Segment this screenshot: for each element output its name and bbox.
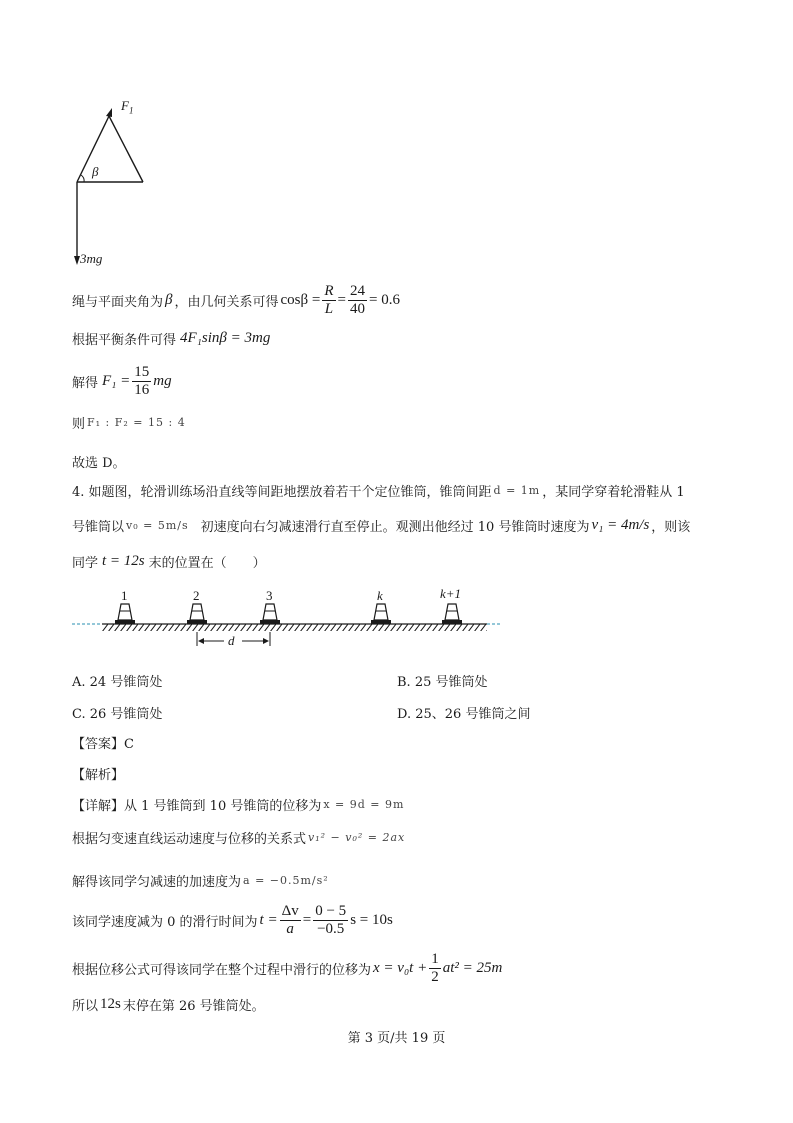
accel-formula: a = −0.5m/s² — [243, 874, 329, 887]
page-footer: 第 3 页/共 19 页 — [347, 1031, 446, 1046]
ratio-text: 则 — [72, 416, 86, 432]
final-text-b: 末停在第 26 号锥筒处。 — [122, 999, 265, 1014]
detail-formula: x = 9d = 9m — [323, 798, 405, 811]
final-text-a: 所以 — [72, 999, 99, 1014]
question-text1: 4. 如题图，轮滑训练场沿直线等间距地摆放着若干个定位锥筒，锥筒间距 — [72, 485, 492, 500]
detail-text: 【详解】从 1 号锥筒到 10 号锥筒的位移为 — [72, 799, 322, 814]
beta-label: β — [92, 164, 99, 179]
fraction-dv-a: $\frac{\Delta v}{a}$ — [281, 902, 299, 937]
question-d-formula: d = 1m — [493, 484, 541, 497]
cone-3 — [260, 604, 280, 624]
displacement-text: 根据位移公式可得该同学在整个过程中滑行的位移为 — [72, 962, 372, 978]
cone-diagram — [72, 584, 502, 654]
question-v0-formula: v₀ = 5m/s — [126, 519, 189, 532]
question-line2 — [72, 516, 690, 535]
question-line1 — [72, 481, 685, 500]
time-text: 该同学速度减为 0 的滑行时间为 — [72, 914, 258, 930]
d-label: d — [228, 633, 235, 648]
angle-symbol: β — [165, 291, 173, 308]
time-line: 该同学速度减为 0 的滑行时间为 t = $\frac{\Delta v}{a}$ = $\frac{0 - 5}{-0.5}$ s = 10s — [72, 902, 393, 937]
cone-label-1: 1 — [121, 588, 128, 603]
fraction-1-2: $\frac{1}{2}$ — [431, 950, 439, 985]
ground-hatch — [102, 624, 487, 631]
solve-rhs: mg — [153, 372, 172, 389]
angle-text: 绳与平面夹角为 — [72, 294, 164, 310]
relation-text: 根据匀变速直线运动速度与位移的关系式 — [72, 832, 307, 847]
displacement-formula-a: x = v₀t + — [373, 959, 428, 976]
time-rhs: s = 10s — [350, 911, 393, 928]
question-v1-formula: v₁ = 4m/s — [591, 517, 650, 533]
balance-formula: 4F₁sinβ = 3mg — [180, 329, 271, 346]
solve-lhs: F₁ = — [102, 372, 131, 389]
question-text2a: 号锥筒以 — [72, 520, 125, 535]
question-text2b: 初速度向右匀减速滑行直至停止。观测出他经过 10 号锥筒时速度为 — [200, 520, 590, 535]
cone-2 — [187, 604, 207, 624]
solve-text: 解得 — [72, 375, 99, 391]
question-t-formula: t = 12s — [102, 553, 145, 569]
accel-text: 解得该同学匀减速的加速度为 — [72, 875, 242, 890]
question-line3 — [72, 552, 266, 571]
option-b[interactable]: B. 25 号锥筒处 — [397, 675, 488, 690]
question-text1-tail: ，某同学穿着轮滑鞋从 1 — [542, 485, 685, 500]
d-arrowhead-right — [263, 638, 269, 644]
f1-label: $F_1$ — [121, 98, 134, 116]
balance-line — [72, 328, 270, 348]
fraction-r-l: $\frac{R}{L}$ — [324, 282, 334, 317]
time-lhs: t = — [259, 911, 278, 928]
angle-text2: ，由几何关系可得 — [174, 294, 279, 310]
cone-label-2: 2 — [193, 588, 200, 603]
displacement-formula-b: at² = 25m — [442, 959, 503, 976]
fraction-15-16: $\frac{15}{16}$ — [134, 363, 150, 398]
fraction-0-5: $\frac{0 - 5}{-0.5}$ — [315, 902, 347, 937]
choose-line: 故选 D。 — [72, 456, 126, 471]
detail-line — [72, 795, 404, 814]
angle-line: 绳与平面夹角为 β ，由几何关系可得 cosβ = $\frac{R}{L}$ = $\frac{24}{40}$ = 0.6 — [72, 282, 400, 317]
f1-arrowhead — [106, 108, 112, 117]
cone-k — [371, 604, 391, 624]
fraction-24-40: $\frac{24}{40}$ — [350, 282, 365, 317]
solve-line — [72, 361, 172, 401]
triangle-right-side — [109, 116, 143, 182]
option-a[interactable]: A. 24 号锥筒处 — [72, 675, 163, 690]
d-arrowhead-left — [198, 638, 204, 644]
final-formula: 12s — [100, 996, 121, 1012]
cone-label-k-plus-1: k+1 — [440, 586, 462, 601]
force-diagram — [66, 96, 166, 271]
option-d[interactable]: D. 25、26 号锥筒之间 — [397, 707, 531, 722]
question-text2c: ，则该 — [651, 520, 691, 535]
cone-label-k: k — [377, 588, 383, 603]
option-c[interactable]: C. 26 号锥筒处 — [72, 707, 163, 722]
cos-result: = 0.6 — [369, 291, 400, 308]
balance-text: 根据平衡条件可得 — [72, 332, 177, 348]
accel-line — [72, 871, 329, 890]
cone-1 — [115, 604, 135, 624]
relation-formula: v₁² − v₀² = 2ax — [308, 831, 406, 844]
ratio-formula: F₁ : F₂ = 15 : 4 — [87, 415, 186, 429]
displacement-line — [72, 948, 502, 988]
question-text3b: 末的位置在（ ） — [148, 556, 266, 571]
angle-arc — [81, 175, 84, 182]
relation-line — [72, 828, 405, 847]
cone-label-3: 3 — [266, 588, 273, 603]
answer-line: 【答案】C — [72, 737, 134, 752]
question-text3a: 同学 — [72, 556, 99, 571]
analysis-label: 【解析】 — [72, 768, 125, 783]
cone-k-plus-1 — [442, 604, 462, 624]
ratio-line — [72, 413, 186, 431]
cos-lhs: cosβ = — [280, 291, 321, 308]
gravity-label: 3mg — [80, 251, 103, 266]
final-line — [72, 995, 265, 1014]
